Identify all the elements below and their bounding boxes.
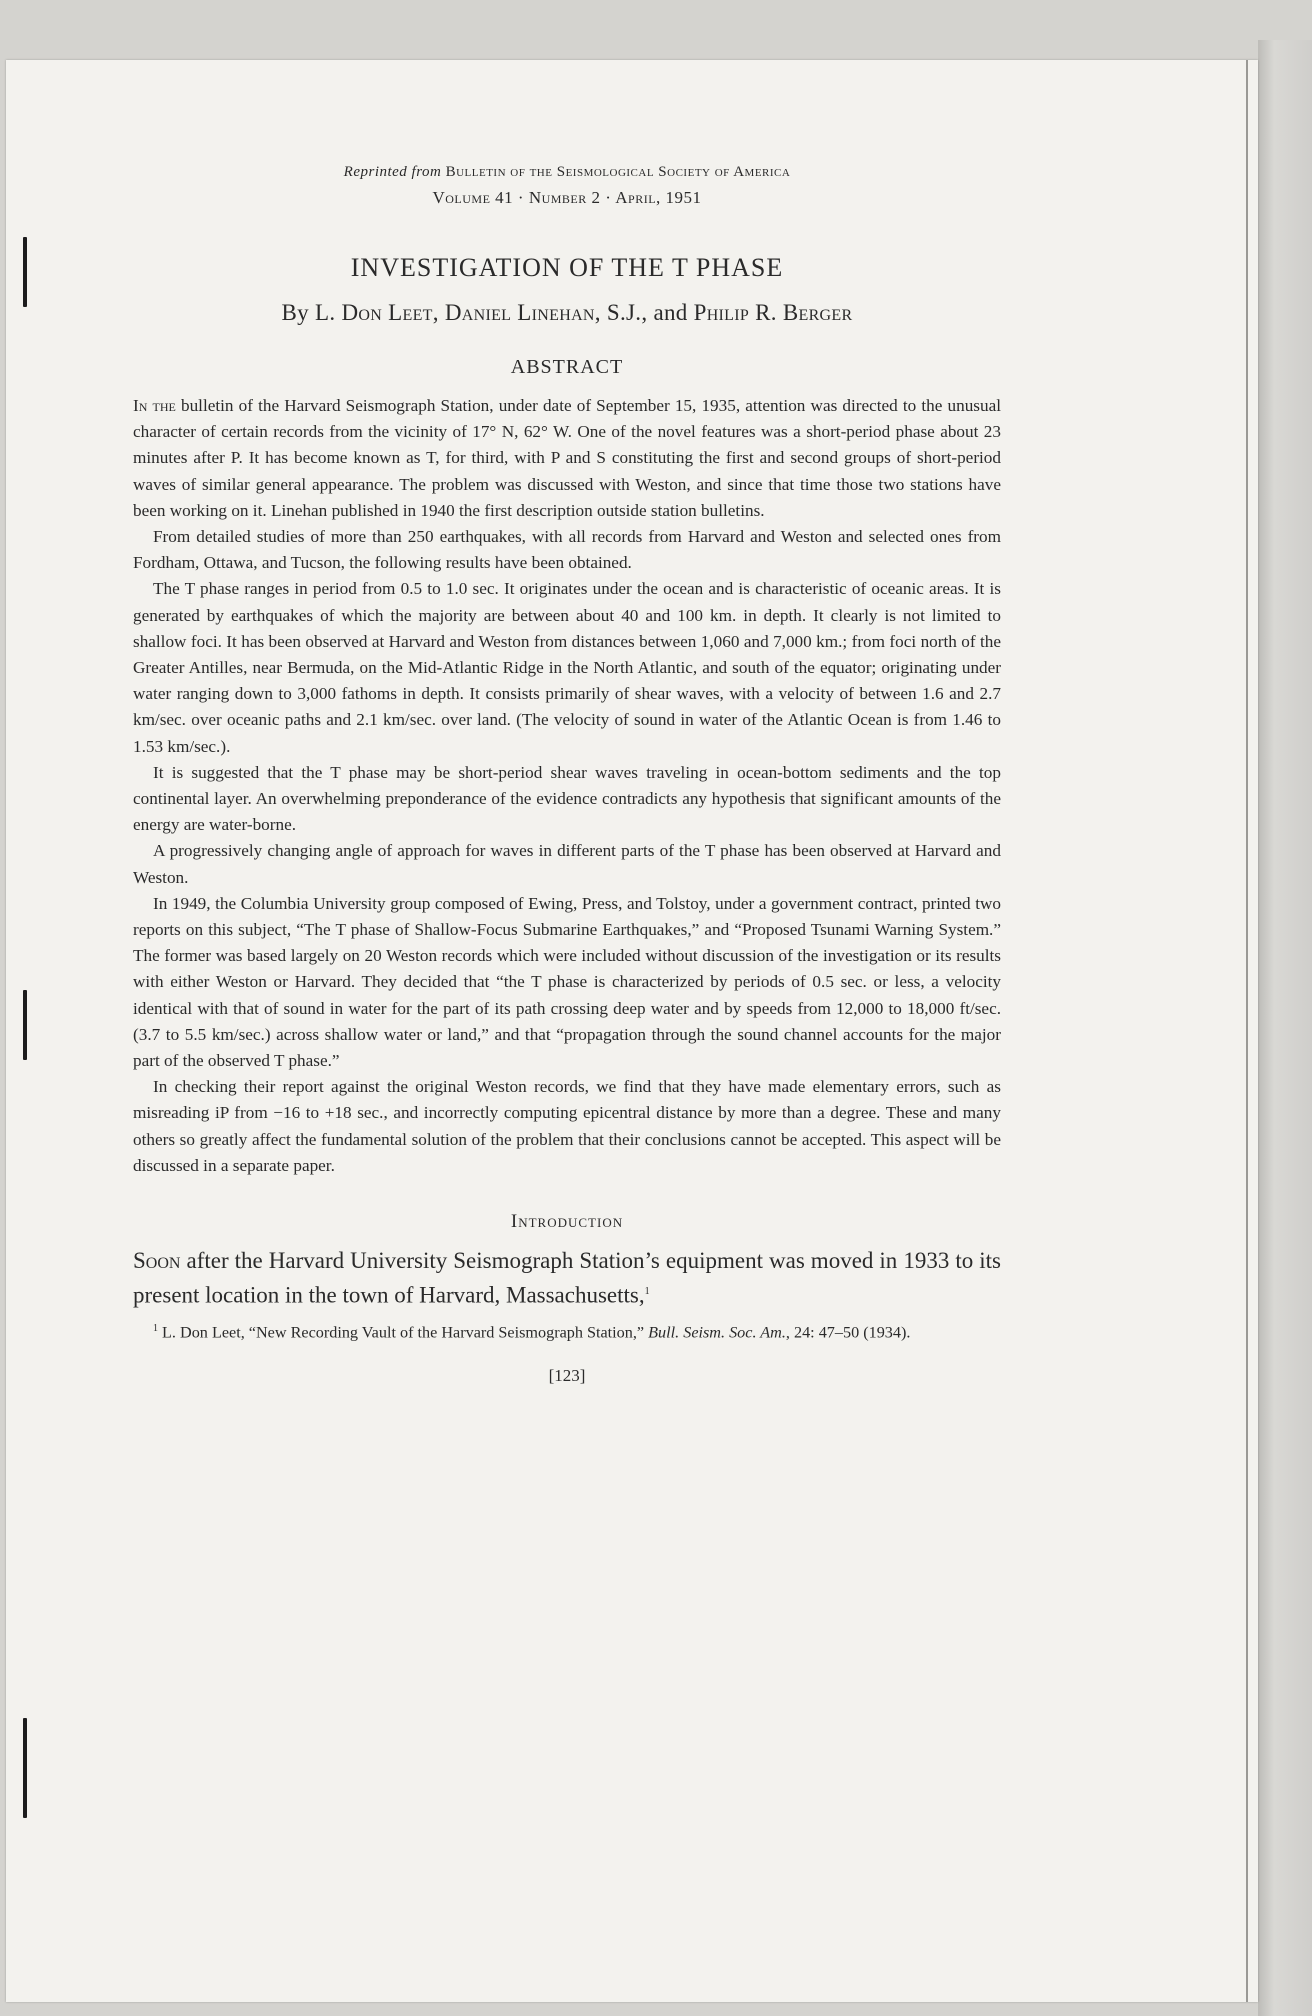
- author-leet: L. Don Leet: [315, 300, 433, 325]
- footnote-journal: Bull. Seism. Soc. Am.: [648, 1323, 786, 1342]
- abstract-paragraph: The T phase ranges in period from 0.5 to 1.0 sec. It originates under the ocean and is characteristic of oceanic areas. It is generated by earthquakes of which the majority are between about 40 and 100 km. in depth. It clearly is not limited to shallow foci. It has been observed at Harvard and Weston from distances between 1,060 and 7,000 km.; from foci north of the Greater Antilles, near Bermuda, on the Mid-Atlantic Ridge in the North Atlantic, and south of the equator; originating under water ranging down to 3,000 fathoms in depth. It consists primarily of shear waves, with a velocity of between 1.6 and 2.7 km/sec. over oceanic paths and 2.1 km/sec. over land. (The velocity of sound in water of the Atlantic Ocean is from 1.46 to 1.53 km/sec.).: [133, 579, 1001, 756]
- footnote-citation: , 24: 47–50 (1934).: [785, 1323, 911, 1342]
- introduction-heading: Introduction: [510, 1211, 624, 1233]
- abstract-paragraph: In 1949, the Columbia University group composed of Ewing, Press, and Tolstoy, under a government contract, printed two reports on this subject, “The T phase of Shallow-Focus Submarine Earthquakes,” and “Proposed Tsunami Warning System.” The former was based largely on 20 Weston records which were included without discussion of the investigation or its results with either Weston or Harvard. They decided that “the T phase is characterized by periods of 0.5 sec. or less, a velocity identical with that of sound in water for the part of its path crossing deep water and by speeds from 12,000 to 18,000 ft/sec. (3.7 to 5.5 km/sec.) across shallow water or land,” and that “propagation through the sound channel accounts for the major part of the observed T phase.”: [133, 893, 1001, 1071]
- footnote-text: L. Don Leet, “New Recording Vault of the Harvard Seismograph Station,”: [158, 1323, 649, 1342]
- journal-name: Bulletin of the Seismological Society of America: [445, 164, 791, 180]
- author-line: By L. Don Leet, Daniel Linehan, S.J., and Philip R. Berger: [281, 300, 853, 325]
- article-title: INVESTIGATION OF THE T PHASE: [350, 253, 784, 282]
- abstract-body: [133, 393, 1001, 1179]
- reprint-line: [133, 160, 1001, 185]
- abstract-paragraph: In checking their report against the original Weston records, we find that they have made elementary errors, such as misreading iP from −16 to +18 sec., and incorrectly computing epicentral distance by more than a degree. These and many others so greatly affect the fundamental solution of the problem that their conclusions cannot be accepted. This aspect will be discussed in a separate paper.: [133, 1077, 1001, 1175]
- introduction-text: after the Harvard University Seismograph Station’s equipment was moved in 1933 to its present location in the town of Harvard, Massachusetts,: [133, 1248, 1001, 1308]
- page-stack-edge: [1258, 40, 1312, 2016]
- abstract-paragraph: It is suggested that the T phase may be short-period shear waves traveling in ocean-bottom sediments and the top continental layer. An overwhelming preponderance of the evidence contradicts any hypothesis that significant amounts of the energy are water-borne.: [133, 762, 1001, 835]
- abstract-paragraph: [133, 393, 1001, 524]
- volume-line: Volume 41 · Number 2 · April, 1951: [432, 188, 702, 207]
- by-label: By: [281, 300, 309, 325]
- footnote-mark: 1: [153, 1322, 158, 1334]
- author-linehan: Daniel Linehan, S.J.: [444, 300, 642, 325]
- abstract-paragraph: From detailed studies of more than 250 earthquakes, with all records from Harvard and Weston and selected ones from Fordham, Ottawa, and Tucson, the following results have been obtained.: [133, 527, 1001, 573]
- margin-mark: [23, 1718, 27, 1818]
- page-edge-line: [1246, 60, 1248, 2002]
- footnote: [133, 1319, 1001, 1342]
- reprinted-from-label: Reprinted from: [343, 164, 442, 180]
- abstract-lead: In the: [133, 396, 176, 415]
- article-content: [133, 160, 1001, 1386]
- abstract-heading: ABSTRACT: [510, 356, 624, 378]
- introduction-paragraph: [133, 1245, 1001, 1311]
- page-number: [123]: [548, 1366, 586, 1386]
- abstract-paragraph-text: bulletin of the Harvard Seismograph Station, under date of September 15, 1935, attention was directed to the unusual character of certain records from the vicinity of 17° N, 62° W. One of the novel features was a short-period phase about 23 minutes after P. It has become known as T, for third, with P and S constituting the first and second groups of short-period waves of similar general appearance. The problem was discussed with Weston, and since that time those two stations have been working on it. Linehan published in 1940 the first description outside station bulletins.: [133, 396, 1001, 520]
- margin-mark: [23, 990, 27, 1060]
- author-berger: Philip R. Berger: [693, 300, 853, 325]
- author-conjunction: and: [653, 300, 688, 325]
- margin-mark: [23, 237, 27, 307]
- footnote-reference[interactable]: 1: [644, 1286, 650, 1298]
- introduction-lead: Soon: [133, 1248, 181, 1274]
- abstract-paragraph: A progressively changing angle of approach for waves in different parts of the T phase has been observed at Harvard and Weston.: [133, 841, 1001, 887]
